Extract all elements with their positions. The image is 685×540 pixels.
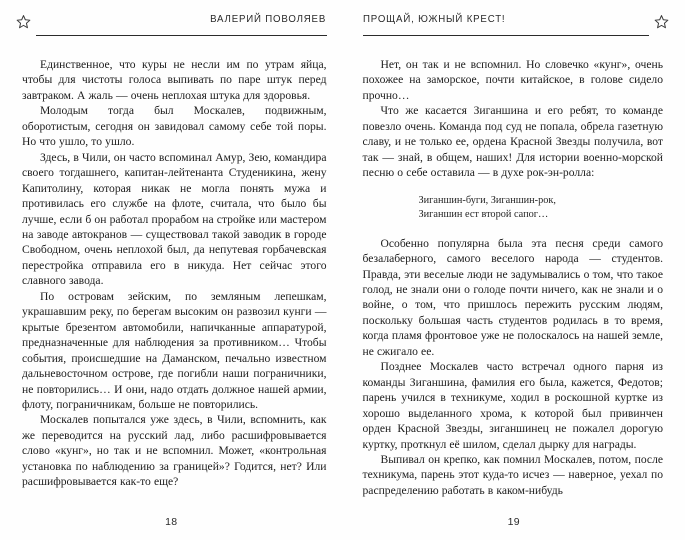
paragraph: По островам зейским, по земляным лепешкам, украшавшим реку, по берегам высоким он развозил кунги — крытые брезентом автомобили, напичканные аппаратурой, предназначенные для наблюдения за противником… Чтобы события, происшедшие на Даманском, печально известном дальневосточном острове, где погибли наши пограничники, не повторились… И они, надо отдать должное нашей армии, флоту, пограничникам, больше не повторились. xyxy=(22,289,327,411)
verse-line: Зиганшин ест второй сапог… xyxy=(418,209,549,221)
paragraph: Выпивал он крепко, как помнил Москалев, потом, после техникума, парень этот куда-то исчез — наверное, уехал по распределению работать в каком-нибудь xyxy=(362,452,663,497)
song-verse xyxy=(363,194,664,223)
paragraph: Что же касается Зиганшина и его ребят, то команде повезло очень. Команда под суд не попала, обрела газетную славу, и не только ее, ордена Красной Звезды получила, вот так — знай, в общем, наших! Для истории военно-морской песню о себе оставила — в духе рок-эн-ролла: xyxy=(362,104,663,180)
paragraph: Позднее Москалев часто встречал одного парня из команды Зиганшина, фамилия его была, кажется, Федотов; парень учился в техникуме, ходил в роскошной куртке из хорошо выделанного хрома, к которой был привинчен орден Красной Звезды, зиганшинец не пожалел дорогую куртку, проткнул её шилом, сделал дырку для награды. xyxy=(362,360,663,451)
left-text-column xyxy=(22,57,327,490)
left-head-rule xyxy=(36,35,327,36)
paragraph: Москалев попытался уже здесь, в Чили, вспомнить, как же переводится на русский лад, либо расшифровывается слово «кунг», но так и не вспомнил. Может, «контрольная установка по наблюдению за границей»? Годится, нет? Или расшифровывается как-то еще? xyxy=(22,413,327,489)
paragraph: Молодым тогда был Москалев, подвижным, оборотистым, сегодня он завидовал самому себе той поры. Но что ушло, то ушло. xyxy=(22,104,327,149)
paragraph: Единственное, что куры не несли им по утрам яйца, чтобы для чистоты голоса выпивать по паре штук перед завтраком. А жаль — очень неплохая штука для здоровья. xyxy=(22,58,327,102)
left-running-head xyxy=(22,14,327,54)
right-page-number: 19 xyxy=(507,516,520,528)
star-outline-icon xyxy=(654,14,669,29)
left-page-number: 18 xyxy=(165,516,178,528)
star-outline-icon xyxy=(16,14,31,29)
right-running-head-title: ПРОЩАЙ, ЮЖНЫЙ КРЕСТ! xyxy=(362,13,505,25)
paragraph: Нет, он так и не вспомнил. Но словечко «кунг», очень похожее на заморское, почти китайское, в голове сидело прочно… xyxy=(362,58,663,102)
right-page xyxy=(343,0,685,540)
left-running-head-title: ВАЛЕРИЙ ПОВОЛЯЕВ xyxy=(210,13,327,25)
paragraph: Здесь, в Чили, он часто вспоминал Амур, Зею, командира своего тогдашнего, капитан-лейтенанта Студеникина, жену Капитолину, которая никак не могла понять мужа и противилась его службе на флоте, считала, что было бы лучше, если б он работал прорабом на стройке или мастером на заводе автокранов — существовал такой заводик в городе Свободном, очень неплохой был, да непутевая горбачевская перестройка отправила его в никуда. Нет сейчас этого славного завода. xyxy=(22,150,327,288)
verse-line: Зиганшин-буги, Зиганшин-рок, xyxy=(418,194,556,206)
right-text-column xyxy=(363,57,664,498)
right-running-head xyxy=(363,14,664,54)
paragraph: Особенно популярна была эта песня среди самого безалаберного, самого веселого народа — студентов. Правда, эти веселые люди не задумывались о том, что такое голод, не знали они о голоде почти ничего, как не знали и о войне, о том, что пришлось пережить русским людям, поскольку большая часть студентов родилась в то время, когда пламя фронтовое уже не полоскалось на нашей земле, не сжигало ее. xyxy=(362,236,663,358)
right-head-rule xyxy=(363,35,650,36)
